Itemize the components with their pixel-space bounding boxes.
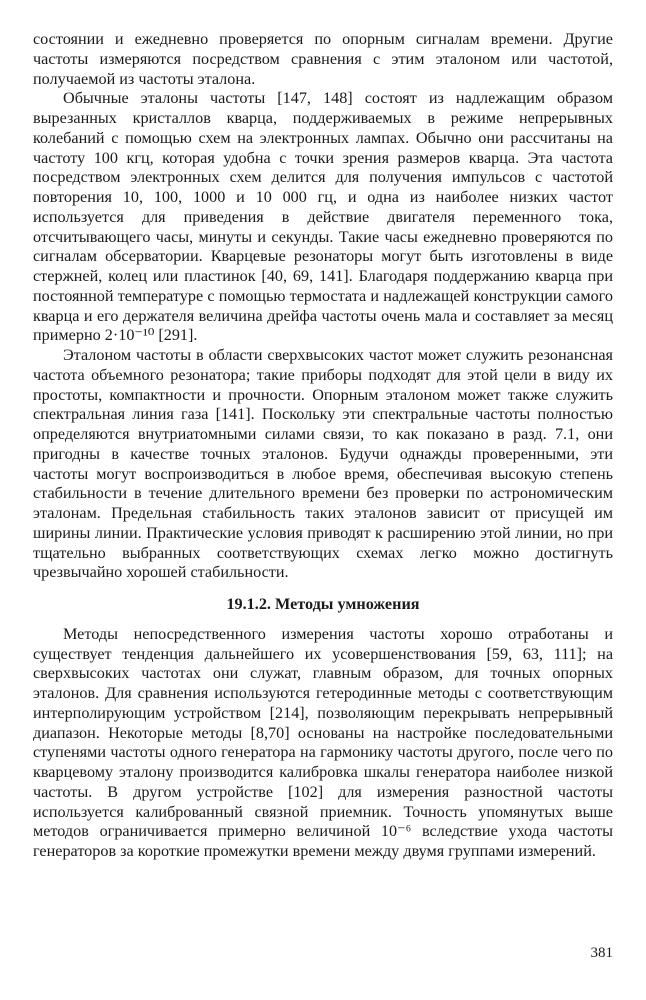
page-number: 381 bbox=[590, 945, 613, 961]
paragraph-quartz-standards: Обычные эталоны частоты [147, 148] состоят из надлежащим образом вырезанных кристаллов кварца, поддерживаемых в режиме непрерывных колебаний с помощью схем на электронных лампах. Обычно они рассчитаны на частоту 100 кгц, которая удобна с точки зрения размеров кварца. Эта частота посредством электронных схем делится для получения импульсов с частотой повторения 10, 100, 1000 и 10 000 гц, и одна из наиболее низких частот используется для приведения в действие двигателя переменного тока, отсчитывающего часы, минуты и секунды. Такие часы ежедневно проверяются по сигналам обсерватории. Кварцевые резонаторы могут быть изготовлены в виде стержней, колец или пластинок [40, 69, 141]. Благодаря поддержанию кварца при постоянной температуре с помощью термостата и надлежащей конструкции самого кварца и его держателя величина дрейфа частоты очень мала и составляет за месяц примерно 2·10⁻¹⁰ [291]. bbox=[33, 89, 613, 345]
paragraph-microwave-standards: Эталоном частоты в области сверхвысоких частот может служить резонансная частота объемного резонатора; такие приборы подходят для этой цели в виду их простоты, компактности и прочности. Опорным эталоном может также служить спектральная линия газа [141]. Поскольку эти спектральные частоты полностью определяются внутриатомными силами связи, то как показано в разд. 7.1, они пригодны в качестве точных эталонов. Будучи однажды проверенными, эти частоты могут воспроизводиться в любое время, обеспечивая высокую степень стабильности в течение длительного времени без проверки по астрономическим эталонам. Предельная стабильность таких эталонов зависит от присущей им ширины линии. Практические условия приводят к расширению этой линии, но при тщательно выбранных соответствующих схемах легко можно достигнуть чрезвычайно хорошей стабильности. bbox=[33, 346, 613, 582]
paragraph-multiplication-methods: Методы непосредственного измерения частоты хорошо отработаны и существует тенденция дальнейшего их усовершенствования [59, 63, 111]; на сверхвысоких частотах они служат, главным образом, для точных опорных эталонов. Для сравнения используются гетеродинные методы с соответствующим интерполирующим устройством [214], позволяющим перекрывать непрерывный диапазон. Некоторые методы [8,70] основаны на настройке последовательными ступенями частоты одного генератора на гармонику частоты другого, после чего по кварцевому эталону производится калибровка шкалы генератора наиболее низкой частоты. В другом устройстве [102] для измерения разностной частоты используется калиброванный связной приемник. Точность упомянутых выше методов ограничивается примерно величиной 10⁻⁶ вследствие ухода частоты генераторов за короткие промежутки времени между двумя группами измерений. bbox=[33, 624, 613, 860]
paragraph-continuation: состоянии и ежедневно проверяется по опорным сигналам времени. Другие частоты измеряются посредством сравнения с этим эталоном или частотой, получаемой из частоты эталона. bbox=[33, 30, 613, 88]
section-heading: 19.1.2. Методы умножения bbox=[226, 595, 420, 613]
page-body bbox=[33, 30, 613, 862]
